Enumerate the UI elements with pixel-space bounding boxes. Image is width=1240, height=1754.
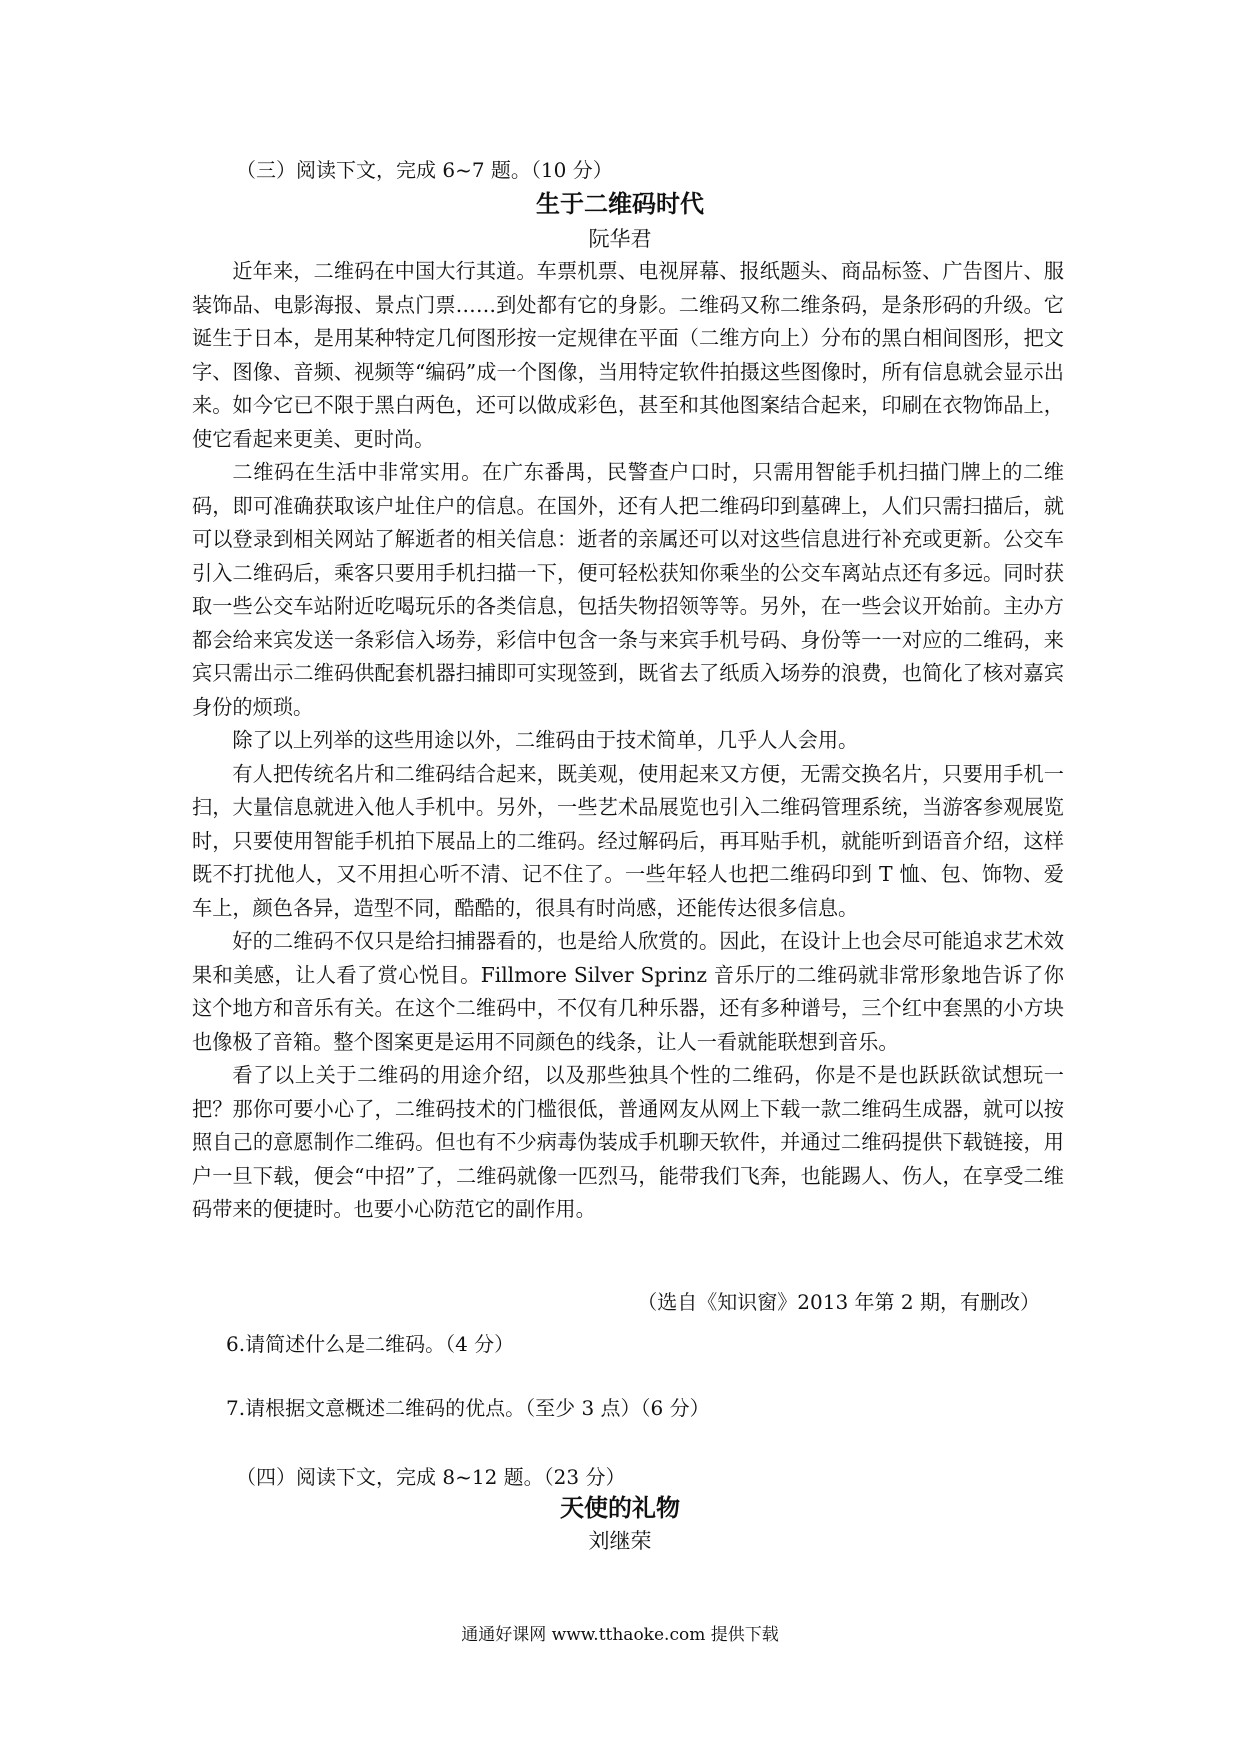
article-author: 阮华君 (588, 227, 652, 251)
question-7: 7.请根据文意概述二维码的优点。（至少 3 点）（6 分） (226, 1396, 710, 1420)
paragraph: 除了以上列举的这些用途以外，二维码由于技术简单，几乎人人会用。 (232, 728, 859, 752)
page-footer: 通通好课网 www.tthaoke.com 提供下载 (461, 1625, 779, 1645)
paragraph: 看了以上关于二维码的用途介绍，以及那些独具个性的二维码，你是不是也跃跃欲试想玩一把？那你可要小心了，二维码技术的门槛很低，普通网友从网上下载一款二维码生成器，就可以按照自己的意愿制作二维码。但也有不少病毒伪装成手机聊天软件，并通过二维码提供下载链接，用户一旦下载，便会“中招”了，二维码就像一匹烈马，能带我们飞奔，也能踢人、伤人，在享受二维码带来的便捷时。也要小心防范它的副作用。 (192, 1063, 1064, 1221)
article-title: 天使的礼物 (560, 1493, 680, 1522)
question-6: 6.请简述什么是二维码。（4 分） (226, 1332, 515, 1356)
article-body (192, 255, 1064, 1227)
section-3-heading: （三）阅读下文，完成 6~7 题。（10 分） (236, 158, 613, 182)
section-4-heading: （四）阅读下文，完成 8~12 题。（23 分） (236, 1465, 626, 1489)
paragraph: 近年来，二维码在中国大行其道。车票机票、电视屏幕、报纸题头、商品标签、广告图片、服装饰品、电影海报、景点门票……到处都有它的身影。二维码又称二维条码，是条形码的升级。它诞生于日本，是用某种特定几何图形按一定规律在平面（二维方向上）分布的黑白相间图形，把文字、图像、音频、视频等“编码”成一个图像，当用特定软件拍摄这些图像时，所有信息就会显示出来。如今它已不限于黑白两色，还可以做成彩色，甚至和其他图案结合起来，印刷在衣物饰品上，使它看起来更美、更时尚。 (192, 259, 1064, 451)
paragraph: 有人把传统名片和二维码结合起来，既美观，使用起来又方便，无需交换名片，只要用手机一扫，大量信息就进入他人手机中。另外，一些艺术品展览也引入二维码管理系统，当游客参观展览时，只要使用智能手机拍下展品上的二维码。经过解码后，再耳贴手机，就能听到语音介绍，这样既不打扰他人，又不用担心听不清、记不住了。一些年轻人也把二维码印到 T 恤、包、饰物、爱车上，颜色各异，造型不同，酷酷的，很具有时尚感，还能传达很多信息。 (192, 761, 1064, 920)
article-title: 生于二维码时代 (536, 189, 704, 218)
article-author: 刘继荣 (588, 1529, 652, 1553)
source-citation: （选自《知识窗》2013 年第 2 期，有删改） (637, 1290, 1040, 1314)
paragraph: 二维码在生活中非常实用。在广东番禺，民警查户口时，只需用智能手机扫描门牌上的二维码，即可准确获取该户址住户的信息。在国外，还有人把二维码印到墓碑上，人们只需扫描后，就可以登录到相关网站了解逝者的相关信息：逝者的亲属还可以对这些信息进行补充或更新。公交车引入二维码后，乘客只要用手机扫描一下，便可轻松获知你乘坐的公交车离站点还有多远。同时获取一些公交车站附近吃喝玩乐的各类信息，包括失物招领等等。另外，在一些会议开始前。主办方都会给来宾发送一条彩信入场券，彩信中包含一条与来宾手机号码、身份等一一对应的二维码，来宾只需出示二维码供配套机器扫捕即可实现签到，既省去了纸质入场券的浪费，也简化了核对嘉宾身份的烦琐。 (192, 460, 1064, 719)
paragraph: 好的二维码不仅只是给扫捕器看的，也是给人欣赏的。因此，在设计上也会尽可能追求艺术效果和美感，让人看了赏心悦目。Fillmore Silver Sprinz 音乐厅的二维码就非常形象地告诉了你这个地方和音乐有关。在这个二维码中，不仅有几种乐器，还有多种谱号，三个红中套黑的小方块也像极了音箱。整个图案更是运用不同颜色的线条，让人一看就能联想到音乐。 (192, 929, 1064, 1054)
